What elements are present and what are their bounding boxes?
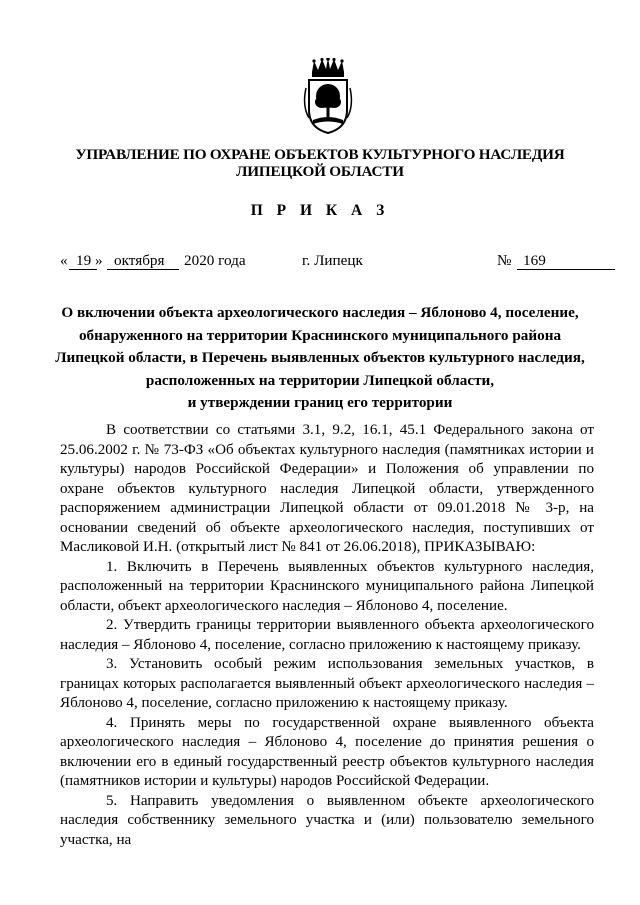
crown-icon — [312, 58, 344, 77]
document-city: г. Липецк — [302, 252, 363, 269]
document-number-label: № — [497, 252, 512, 269]
order-title — [40, 302, 600, 415]
clause-5-paragraph: 5. Направить уведомления о выявленном объекте археологического наследия собственнику земельного участка и (или) пользователю земельного участка, на — [60, 792, 594, 848]
title-line: расположенных на территории Липецкой области, — [145, 371, 495, 389]
clause-2-paragraph: 2. Утвердить границы территории выявленного объекта археологического наследия – Яблоново 4, поселение, согласно приложению к настоящему приказу. — [60, 617, 594, 653]
lipetsk-coat-of-arms-icon — [300, 58, 356, 134]
title-line: О включении объекта археологического наследия – Яблоново 4, поселение, — [61, 304, 579, 321]
date-day: 19 — [76, 252, 92, 269]
clause-3-paragraph: 3. Установить особый режим использования земельных участков, в границах которых располагается выявленный объект археологического наследия – Яблоново 4, поселение, согласно приложению к настоящему приказу. — [60, 656, 594, 711]
title-line: Липецкой области, в Перечень выявленных объектов культурного наследия, — [55, 349, 585, 366]
date-year: 2020 года — [184, 252, 246, 269]
organization-name-line1: УПРАВЛЕНИЕ ПО ОХРАНЕ ОБЪЕКТОВ КУЛЬТУРНОГО НАСЛЕДИЯ — [75, 146, 565, 163]
document-number: 169 — [523, 252, 546, 269]
date-close-quote: » — [95, 252, 103, 269]
clause-4-paragraph: 4. Принять меры по государственной охране выявленного объекта археологического наследия – Яблоново 4, поселение до принятия решения о включении его в единый государственный реестр объектов культурного наследия (памятников истории и культуры) народов Российской Федерации. — [60, 714, 594, 789]
preamble-paragraph: В соответствии со статьями 3.1, 9.2, 16.1, 45.1 Федерального закона от 25.06.2002 г. № 73-ФЗ «Об объектах культурного наследия (памятниках истории и культуры) народов Российской Федерации» и Положения об управлении по охране объектов культурного наследия Липецкой области, утвержденного распоряжением администрации Липецкой области от 09.01.2018 № 3-р, на основании сведений об объекте археологического наследия, поступивших от Масликовой И.Н. (открытый лист № 841 от 26.06.2018), ПРИКАЗЫВАЮ: — [60, 422, 594, 555]
order-body — [60, 421, 594, 850]
title-line: и утверждении границ его территории — [187, 394, 453, 411]
clause-1-paragraph: 1. Включить в Перечень выявленных объектов культурного наследия, расположенный на территории Краснинского муниципального района Липецкой области, объект археологического наследия – Яблоново 4, поселение. — [60, 558, 594, 614]
organization-name-line2: ЛИПЕЦКОЙ ОБЛАСТИ — [236, 163, 404, 180]
title-line: обнаруженного на территории Краснинского муниципального района — [78, 326, 562, 344]
date-month: октября — [114, 252, 165, 269]
date-open-quote: « — [60, 252, 68, 269]
date-number-line — [0, 252, 640, 272]
document-type-heading: П Р И К А З — [250, 202, 390, 219]
